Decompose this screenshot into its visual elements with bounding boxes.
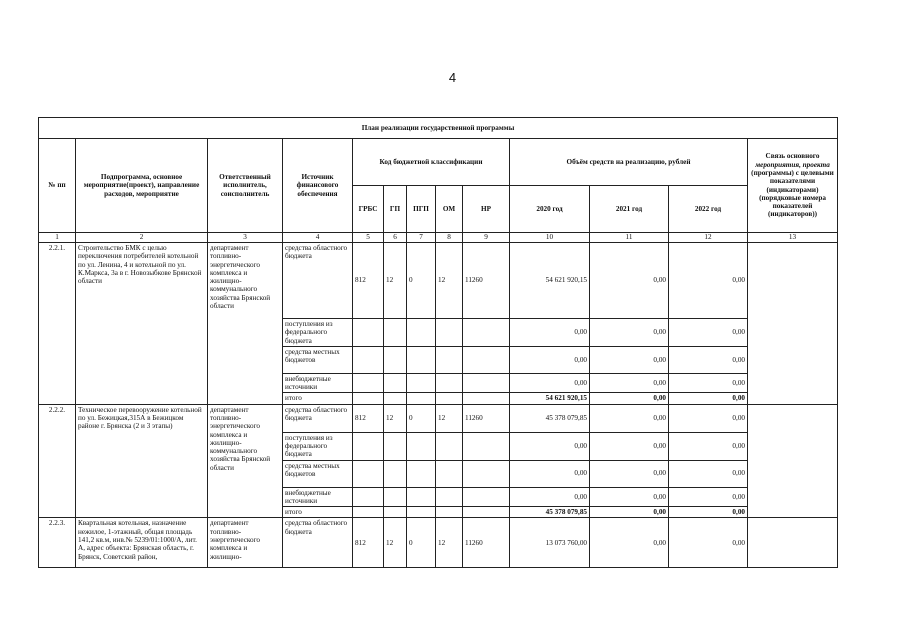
indicator-link <box>748 243 838 405</box>
source-extra: внебюджетные источники <box>283 487 353 507</box>
column-number: 3 <box>208 233 283 243</box>
row-number: 2.2.3. <box>39 518 76 568</box>
header-link-suffix: (программы) с целевыми показателями (индикаторами) (порядковые номера показателей (индикаторов)) <box>751 168 834 219</box>
code-pgp: 0 <box>407 518 436 568</box>
program-plan-table <box>38 117 838 568</box>
column-number: 6 <box>384 233 407 243</box>
column-number: 13 <box>748 233 838 243</box>
code-pgp: 0 <box>407 404 436 432</box>
table-title: План реализации государственной программы <box>39 118 838 139</box>
total-2021: 0,00 <box>590 507 669 518</box>
total-2022: 0,00 <box>669 507 748 518</box>
amount-2020: 13 073 760,00 <box>510 518 590 568</box>
code-nr: 11260 <box>463 243 510 319</box>
amount-2020: 0,00 <box>510 460 590 487</box>
column-number: 9 <box>463 233 510 243</box>
source-regional: средства областного бюджета <box>283 243 353 319</box>
code-grbs: 812 <box>353 243 384 319</box>
indicator-link <box>748 518 838 568</box>
activity-name: Техническое перевооружение котельной по ул. Бежицкая,315А в Бежицком районе г. Брянска (2 и 3 этапы) <box>76 404 208 518</box>
table-row <box>39 243 838 319</box>
header-indicator-link <box>748 139 838 233</box>
code-grbs: 812 <box>353 518 384 568</box>
amount-2020: 0,00 <box>510 432 590 460</box>
row-number: 2.2.2. <box>39 404 76 518</box>
header-source: Источник финансового обеспечения <box>283 139 353 233</box>
amount-2021: 0,00 <box>590 243 669 319</box>
table-row <box>39 518 838 568</box>
activity-name: Квартальная котельная, назначение нежилое, 1-этажный, общая площадь 141,2 кв.м, инв.№ 5239/01:1000/А, лит. А, адрес объекта: Брянская область, г. Брянск, Советский район, <box>76 518 208 568</box>
amount-2021: 0,00 <box>590 346 669 373</box>
amount-2021: 0,00 <box>590 432 669 460</box>
amount-2021: 0,00 <box>590 373 669 393</box>
source-regional: средства областного бюджета <box>283 518 353 568</box>
code-pgp: 0 <box>407 243 436 319</box>
source-local: средства местных бюджетов <box>283 346 353 373</box>
header-no: № пп <box>39 139 76 233</box>
code-om: 12 <box>436 518 463 568</box>
column-number: 10 <box>510 233 590 243</box>
header-link-italic: мероприятия, проекта <box>755 160 830 169</box>
amount-2020: 0,00 <box>510 346 590 373</box>
source-total: итого <box>283 507 353 518</box>
amount-2021: 0,00 <box>590 460 669 487</box>
amount-2020: 45 378 079,85 <box>510 404 590 432</box>
source-regional: средства областного бюджета <box>283 404 353 432</box>
amount-2022: 0,00 <box>669 460 748 487</box>
header-subprogram: Подпрограмма, основное мероприятие(проект), направление расходов, мероприятие <box>76 139 208 233</box>
column-number-row <box>39 233 838 243</box>
amount-2022: 0,00 <box>669 319 748 347</box>
header-code-gp: ГП <box>384 186 407 233</box>
column-number: 2 <box>76 233 208 243</box>
column-number: 12 <box>669 233 748 243</box>
amount-2020: 0,00 <box>510 487 590 507</box>
header-code-grbs: ГРБС <box>353 186 384 233</box>
header-code-om: ОМ <box>436 186 463 233</box>
source-federal: поступления из федерального бюджета <box>283 319 353 347</box>
code-gp: 12 <box>384 518 407 568</box>
amount-2022: 0,00 <box>669 432 748 460</box>
source-local: средства местных бюджетов <box>283 460 353 487</box>
responsible-executor: департамент топливно-энергетического комплекса и жилищно- <box>208 518 283 568</box>
indicator-link <box>748 404 838 518</box>
amount-2022: 0,00 <box>669 243 748 319</box>
column-number: 5 <box>353 233 384 243</box>
amount-2020: 0,00 <box>510 373 590 393</box>
code-om: 12 <box>436 404 463 432</box>
row-number: 2.2.1. <box>39 243 76 405</box>
code-gp: 12 <box>384 243 407 319</box>
header-link-prefix: Связь основного <box>765 152 820 161</box>
column-number: 8 <box>436 233 463 243</box>
total-2021: 0,00 <box>590 393 669 404</box>
amount-2020: 0,00 <box>510 319 590 347</box>
column-number: 11 <box>590 233 669 243</box>
code-nr: 11260 <box>463 518 510 568</box>
source-extra: внебюджетные источники <box>283 373 353 393</box>
source-total: итого <box>283 393 353 404</box>
table-row <box>39 404 838 432</box>
header-volume-group: Объём средств на реализацию, рублей <box>510 139 748 186</box>
header-year-2020: 2020 год <box>510 186 590 233</box>
code-om: 12 <box>436 243 463 319</box>
activity-name: Строительство БМК с целью переключения потребителей котельной по ул. Ленина, 4 и котельной по ул. К.Маркса, 3а в г. Новозыбкове Брянской области <box>76 243 208 405</box>
source-federal: поступления из федерального бюджета <box>283 432 353 460</box>
code-gp: 12 <box>384 404 407 432</box>
code-grbs: 812 <box>353 404 384 432</box>
amount-2022: 0,00 <box>669 346 748 373</box>
header-responsible: Ответственный исполнитель, соисполнитель <box>208 139 283 233</box>
responsible-executor: департамент топливно-энергетического комплекса и жилищно-коммунального хозяйства Брянской области <box>208 243 283 405</box>
total-2022: 0,00 <box>669 393 748 404</box>
amount-2021: 0,00 <box>590 487 669 507</box>
amount-2022: 0,00 <box>669 518 748 568</box>
amount-2021: 0,00 <box>590 518 669 568</box>
header-code-nr: НР <box>463 186 510 233</box>
total-2020: 45 378 079,85 <box>510 507 590 518</box>
amount-2022: 0,00 <box>669 373 748 393</box>
amount-2021: 0,00 <box>590 404 669 432</box>
amount-2020: 54 621 920,15 <box>510 243 590 319</box>
total-2020: 54 621 920,15 <box>510 393 590 404</box>
header-budget-code-group: Код бюджетной классификации <box>353 139 510 186</box>
header-year-2022: 2022 год <box>669 186 748 233</box>
amount-2022: 0,00 <box>669 487 748 507</box>
amount-2021: 0,00 <box>590 319 669 347</box>
code-nr: 11260 <box>463 404 510 432</box>
header-year-2021: 2021 год <box>590 186 669 233</box>
responsible-executor: департамент топливно-энергетического комплекса и жилищно-коммунального хозяйства Брянской области <box>208 404 283 518</box>
column-number: 1 <box>39 233 76 243</box>
column-number: 4 <box>283 233 353 243</box>
column-number: 7 <box>407 233 436 243</box>
page-number: 4 <box>448 70 457 85</box>
amount-2022: 0,00 <box>669 404 748 432</box>
header-code-pgp: ПГП <box>407 186 436 233</box>
